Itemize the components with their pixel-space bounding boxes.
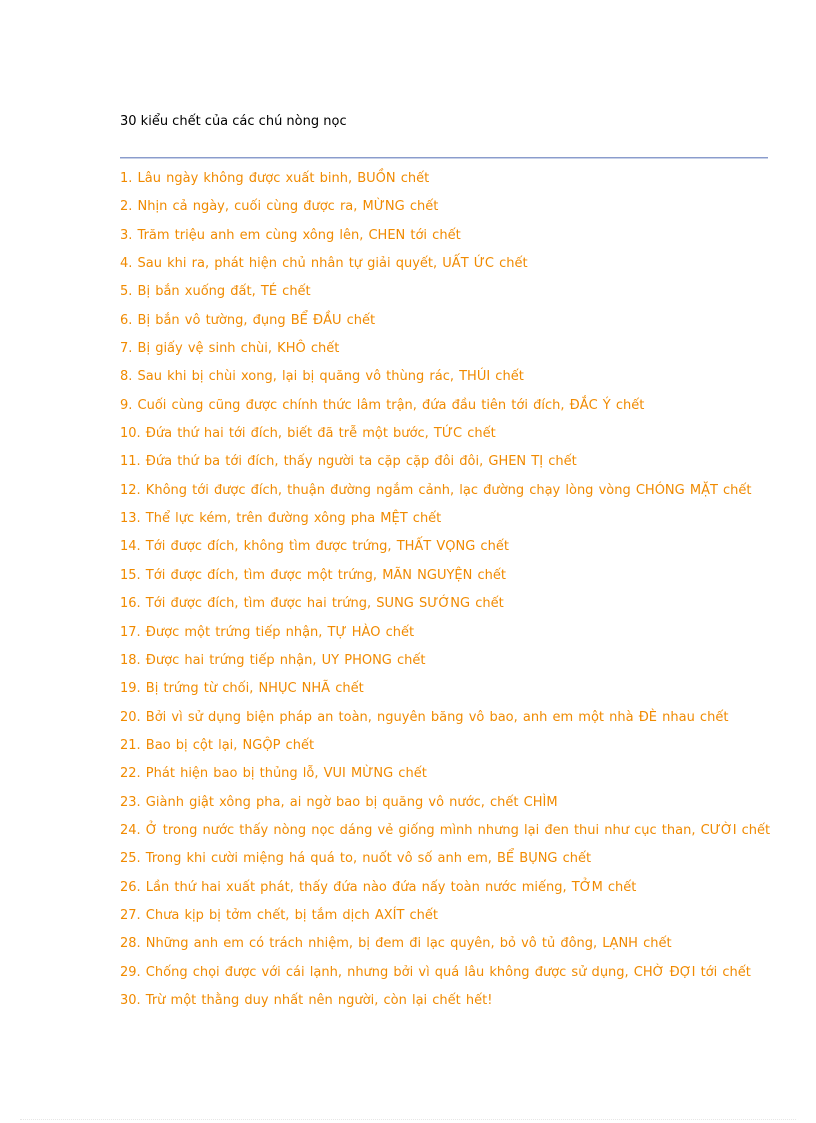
list-item: 13. Thể lực kém, trên đường xông pha MỆT chết bbox=[120, 511, 442, 527]
list-item: 1. Lâu ngày không được xuất binh, BUỒN chết bbox=[120, 171, 430, 186]
page-bottom-border bbox=[20, 1119, 796, 1120]
list-item: 11. Đứa thứ ba tới đích, thấy người ta cặp cặp đôi đôi, GHEN TỊ chết bbox=[120, 454, 577, 470]
list-item: 24. Ở trong nước thấy nòng nọc dáng vẻ giống mình nhưng lại đen thui như cục than, CƯỜI chết bbox=[120, 822, 771, 838]
list-item: 8. Sau khi bị chùi xong, lại bị quăng vô thùng rác, THÚI chết bbox=[120, 369, 524, 385]
list-item: 20. Bởi vì sử dụng biện pháp an toàn, nguyên băng vô bao, anh em một nhà ĐÈ nhau chết bbox=[120, 709, 729, 725]
list-item: 18. Được hai trứng tiếp nhận, UY PHONG chết bbox=[120, 652, 426, 668]
list-item: 25. Trong khi cười miệng há quá to, nuốt vô số anh em, BỂ BỤNG chết bbox=[120, 851, 592, 867]
list-item: 17. Được một trứng tiếp nhận, TỰ HÀO chết bbox=[120, 624, 415, 640]
list-item: 19. Bị trứng từ chối, NHỤC NHÃ chết bbox=[120, 681, 364, 697]
list-item: 21. Bao bị cột lại, NGỘP chết bbox=[120, 737, 315, 753]
page-title: 30 kiểu chết của các chú nòng nọc bbox=[120, 114, 347, 129]
list-item: 6. Bị bắn vô tường, đụng BỂ ĐẦU chết bbox=[120, 312, 376, 328]
list-item: 26. Lần thứ hai xuất phát, thấy đứa nào đứa nấy toàn nước miếng, TỞM chết bbox=[120, 879, 637, 895]
list-item: 3. Trăm triệu anh em cùng xông lên, CHEN tới chết bbox=[120, 227, 461, 243]
list-item: 16. Tới được đích, tìm được hai trứng, SUNG SƯỚNG chết bbox=[120, 596, 504, 612]
list-item: 22. Phát hiện bao bị thủng lỗ, VUI MỪNG chết bbox=[120, 766, 427, 782]
list-item: 5. Bị bắn xuống đất, TÉ chết bbox=[120, 284, 311, 300]
list-item: 2. Nhịn cả ngày, cuối cùng được ra, MỪNG chết bbox=[120, 199, 439, 215]
list-item: 29. Chống chọi được với cái lạnh, nhưng bởi vì quá lâu không được sử dụng, CHỜ ĐỢI tới chết bbox=[120, 964, 751, 980]
list-item: 14. Tới được đích, không tìm được trứng, THẤT VỌNG chết bbox=[120, 539, 509, 555]
list-item: 23. Giành giật xông pha, ai ngờ bao bị quăng vô nước, chết CHÌM bbox=[120, 794, 558, 810]
list-item: 30. Trừ một thằng duy nhất nên người, còn lại chết hết! bbox=[120, 992, 493, 1008]
list-item: 15. Tới được đích, tìm được một trứng, MÃN NGUYỆN chết bbox=[120, 567, 506, 583]
horizontal-divider bbox=[120, 157, 768, 159]
item-list bbox=[120, 170, 770, 1020]
list-item: 9. Cuối cùng cũng được chính thức lâm trận, đứa đầu tiên tới đích, ĐẮC Ý chết bbox=[120, 397, 645, 413]
list-item: 28. Những anh em có trách nhiệm, bị đem đi lạc quyên, bỏ vô tủ đông, LẠNH chết bbox=[120, 936, 672, 952]
list-item: 27. Chưa kịp bị tởm chết, bị tắm dịch AXÍT chết bbox=[120, 907, 439, 923]
list-item: 4. Sau khi ra, phát hiện chủ nhân tự giải quyết, UẤT ỨC chết bbox=[120, 256, 528, 272]
list-item: 10. Đứa thứ hai tới đích, biết đã trễ một bước, TỨC chết bbox=[120, 426, 496, 442]
list-item: 7. Bị giấy vệ sinh chùi, KHÔ chết bbox=[120, 341, 340, 357]
list-item: 12. Không tới được đích, thuận đường ngắm cảnh, lạc đường chạy lòng vòng CHÓNG MẶT chết bbox=[120, 482, 752, 498]
